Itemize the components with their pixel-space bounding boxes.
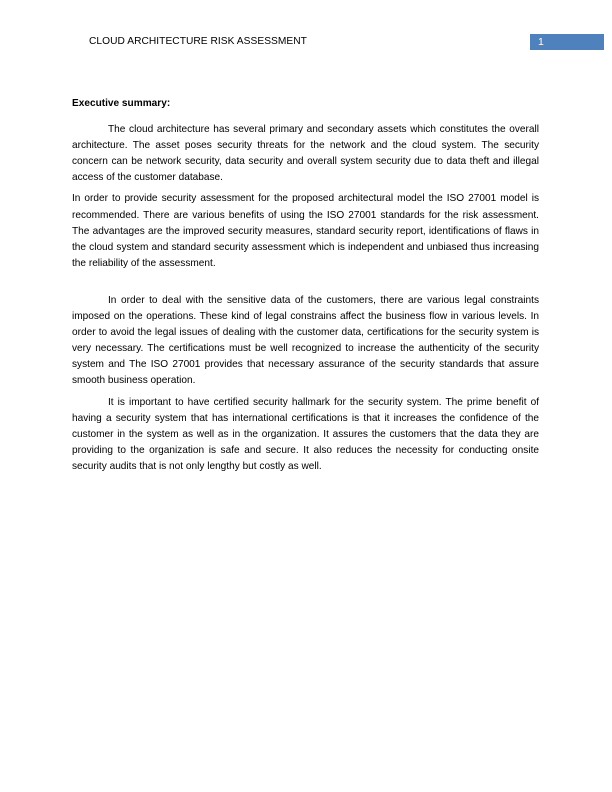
paragraph-3: In order to deal with the sensitive data of the customers, there are various legal constraints imposed on the operations. These kind of legal constrains affect the business flow in various levels. In order to avoid the legal issues of dealing with the customer data, certifications for the security system is very necessary. The certifications must be well recognized to increase the authenticity of the security system and The ISO 27001 provides that necessary assurance of the security standards that assure smooth business operation. [72,294,539,387]
document-body [72,96,539,475]
page-number: 1 [538,36,544,48]
running-header-title: CLOUD ARCHITECTURE RISK ASSESSMENT [89,36,307,47]
paragraph-1: The cloud architecture has several primary and secondary assets which constitutes the overall architecture. The asset poses security threats for the network and the cloud system. The security concern can be network security, data security and overall system security due to data theft and illegal access of the customer database. [72,124,539,184]
paragraph-2: In order to provide security assessment for the proposed architectural model the ISO 27001 model is recommended. There are various benefits of using the ISO 27001 standards for the risk assessment. The advantages are the improved security measures, standard security report, identifications of flaws in the cloud system and standard security assessment which is independent and unbiased thus increasing the reliability of the assessment. [72,193,539,269]
page-number-badge [530,34,604,50]
paragraph-4: It is important to have certified security hallmark for the security system. The prime benefit of having a security system that has international certifications is that it increases the confidence of the customer in the system as well as in the organization. It assures the customers that the data they are providing to the organization is safe and secure. It also reduces the necessity for conducting onsite security audits that is not only lengthy but costly as well. [72,396,539,472]
section-heading: Executive summary: [72,98,171,109]
